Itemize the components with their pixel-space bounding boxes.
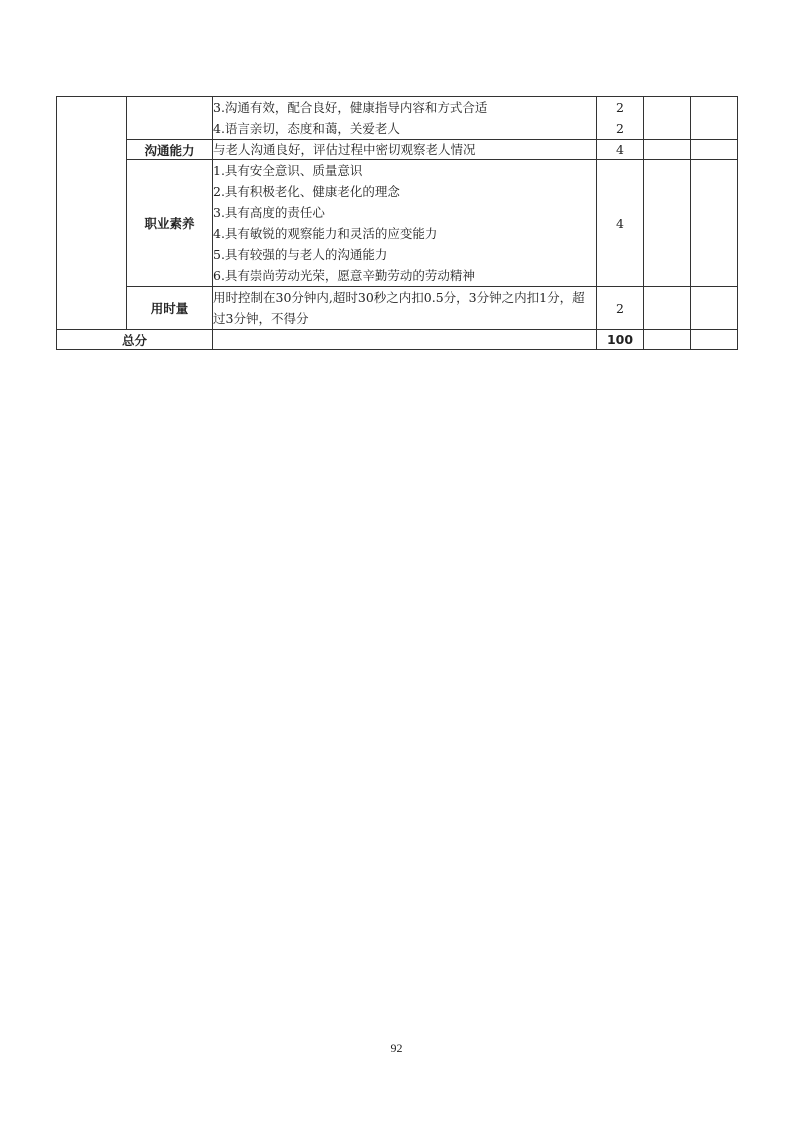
deduction-cell bbox=[644, 140, 691, 160]
table-row bbox=[57, 287, 738, 330]
criteria-cell bbox=[213, 140, 597, 160]
page-number: 92 bbox=[390, 1041, 403, 1055]
grade-cell bbox=[691, 330, 738, 350]
table-row bbox=[57, 140, 738, 160]
score-cell: 2 bbox=[597, 287, 644, 330]
score-value: 2 bbox=[616, 100, 624, 115]
criteria-line: 2.具有积极老化、健康老化的理念 bbox=[213, 184, 400, 199]
grade-cell bbox=[691, 97, 738, 140]
criteria-line: 1.具有安全意识、质量意识 bbox=[213, 163, 363, 178]
criteria-line: 6.具有崇尚劳动光荣，愿意辛勤劳动的劳动精神 bbox=[213, 268, 475, 283]
criteria-line: 5.具有较强的与老人的沟通能力 bbox=[213, 247, 388, 262]
category-cell bbox=[57, 97, 127, 330]
total-value: 100 bbox=[597, 330, 644, 350]
criteria-line: 与老人沟通良好，评估过程中密切观察老人情况 bbox=[213, 141, 476, 157]
criteria-line: 4.具有敏锐的观察能力和灵活的应变能力 bbox=[213, 226, 438, 241]
score-cell: 4 bbox=[597, 140, 644, 160]
table-row bbox=[57, 97, 738, 140]
score-value: 2 bbox=[616, 121, 624, 136]
item-cell: 职业素养 bbox=[127, 160, 213, 287]
criteria-line: 3.具有高度的责任心 bbox=[213, 205, 325, 220]
deduction-cell bbox=[644, 160, 691, 287]
total-row bbox=[57, 330, 738, 350]
item-cell bbox=[127, 97, 213, 140]
total-label: 总分 bbox=[57, 330, 213, 350]
deduction-cell bbox=[644, 97, 691, 140]
item-cell: 沟通能力 bbox=[127, 140, 213, 160]
table-row bbox=[57, 160, 738, 287]
criteria-line: 3.沟通有效，配合良好，健康指导内容和方式合适 bbox=[213, 100, 488, 115]
item-cell: 用时量 bbox=[127, 287, 213, 330]
deduction-cell bbox=[644, 330, 691, 350]
deduction-cell bbox=[644, 287, 691, 330]
criteria-line: 4.语言亲切，态度和蔼，关爱老人 bbox=[213, 121, 400, 136]
grade-cell bbox=[691, 140, 738, 160]
score-cell: 4 bbox=[597, 160, 644, 287]
criteria-cell bbox=[213, 160, 597, 287]
grade-cell bbox=[691, 160, 738, 287]
total-criteria-cell bbox=[213, 330, 597, 350]
criteria-cell bbox=[213, 97, 597, 140]
criteria-cell bbox=[213, 287, 597, 330]
score-cell bbox=[597, 97, 644, 140]
grade-cell bbox=[691, 287, 738, 330]
scoring-table bbox=[56, 96, 738, 350]
criteria-line: 用时控制在30分钟内,超时30秒之内扣0.5分，3分钟之内扣1分，超过3分钟，不得分 bbox=[213, 290, 585, 326]
